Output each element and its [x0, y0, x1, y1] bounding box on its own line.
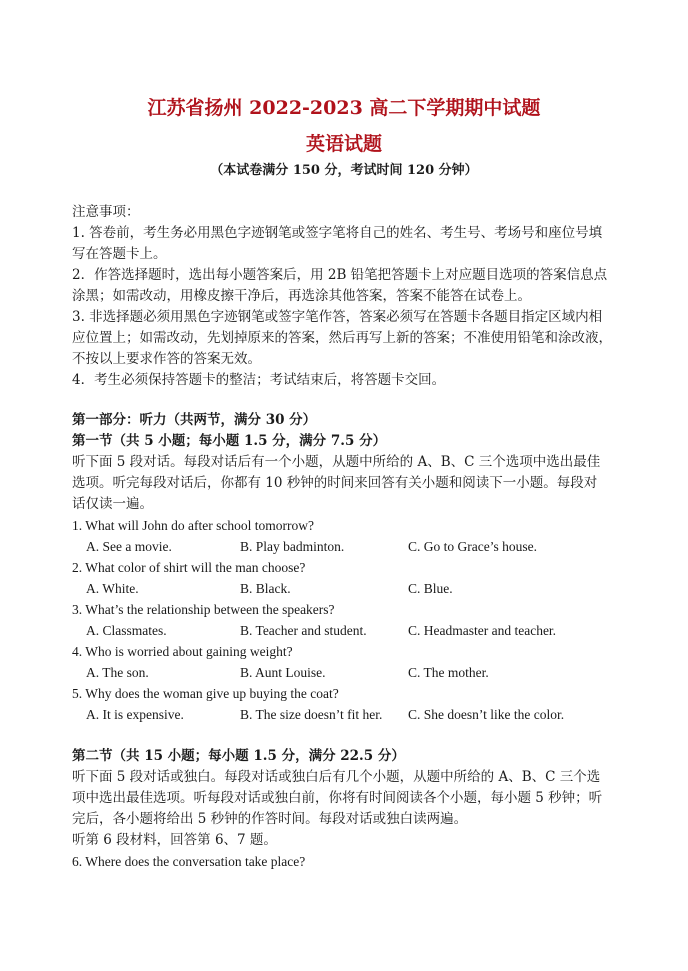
question-options-5 — [72, 704, 628, 725]
question-stem-2: 2. What color of shirt will the man choose? — [72, 560, 306, 575]
question-stem-1: 1. What will John do after school tomorrow? — [72, 518, 314, 533]
note-line: 3. 非选择题必须用黑色字迹钢笔或签字笔作答，答案必须写在答题卡各题目指定区域内相 — [72, 309, 603, 325]
option-b: B. Black. — [240, 581, 291, 596]
question-options-4 — [72, 662, 628, 683]
question-options-3 — [72, 620, 628, 641]
note-line: 涂黑；如需改动，用橡皮擦干净后，再选涂其他答案，答案不能答在试卷上。 — [72, 288, 531, 304]
subject-title: 英语试题 — [305, 133, 382, 155]
note-line: 2．作答选择题时，选出每小题答案后，用 2B 铅笔把答题卡上对应题目选项的答案信息点 — [72, 267, 608, 283]
section2-heading: 第二节（共 15 小题；每小题 1.5 分，满分 22.5 分） — [72, 748, 405, 764]
option-a: A. Classmates. — [86, 623, 167, 638]
option-b: B. The size doesn’t fit her. — [240, 707, 383, 722]
section1-heading: 第一节（共 5 小题；每小题 1.5 分，满分 7.5 分） — [72, 433, 387, 449]
question-stem-5: 5. Why does the woman give up buying the coat? — [72, 686, 339, 701]
section1-instruction-line: 选项。听完每段对话后，你都有 10 秒钟的时间来回答有关小题和阅读下一小题。每段对 — [72, 475, 598, 491]
option-c: C. Headmaster and teacher. — [408, 623, 557, 638]
option-a: A. See a movie. — [86, 539, 172, 554]
listening-part1 — [72, 410, 628, 872]
option-b: B. Aunt Louise. — [240, 665, 326, 680]
material-note: 听第 6 段材料，回答第 6、7 题。 — [72, 832, 277, 848]
question-stem-4: 4. Who is worried about gaining weight? — [72, 644, 293, 659]
section2-instruction-line: 听下面 5 段对话或独白。每段对话或独白后有几个小题，从题中所给的 A、B、C 三个选 — [72, 769, 601, 785]
option-a: A. The son. — [86, 665, 149, 680]
option-c: C. Go to Grace’s house. — [408, 539, 537, 554]
part1-heading: 第一部分：听力（共两节，满分 30 分） — [72, 412, 317, 428]
question-options-1 — [72, 536, 628, 557]
option-c: C. The mother. — [408, 665, 489, 680]
section2-instruction-line: 完后，各小题将给出 5 秒钟的作答时间。每段对话或独白读两遍。 — [72, 811, 468, 827]
question-options-2 — [72, 578, 628, 599]
option-b: B. Play badminton. — [240, 539, 345, 554]
option-c: C. She doesn’t like the color. — [408, 707, 565, 722]
question-stem-6: 6. Where does the conversation take place? — [72, 854, 306, 869]
question-stem-3: 3. What’s the relationship between the speakers? — [72, 602, 335, 617]
notes-section — [72, 202, 628, 391]
section1-instruction-line: 话仅读一遍。 — [72, 496, 153, 512]
section-spacer — [72, 725, 628, 746]
notes-heading: 注意事项： — [72, 204, 140, 220]
option-a: A. White. — [86, 581, 139, 596]
section2-instruction-line: 项中选出最佳选项。听每段对话或独白前，你将有时间阅读各个小题，每小题 5 秒钟；听 — [72, 790, 603, 806]
option-a: A. It is expensive. — [86, 707, 184, 722]
note-line: 写在答题卡上。 — [72, 246, 167, 262]
note-line: 不按以上要求作答的答案无效。 — [72, 351, 261, 367]
exam-title: 江苏省扬州 2022-2023 高二下学期期中试题 — [147, 97, 541, 119]
note-line: 4．考生必须保持答题卡的整洁；考试结束后，将答题卡交回。 — [72, 372, 446, 388]
option-b: B. Teacher and student. — [240, 623, 367, 638]
section1-instruction-line: 听下面 5 段对话。每段对话后有一个小题，从题中所给的 A、B、C 三个选项中选出最佳 — [72, 454, 601, 470]
note-line: 1. 答卷前，考生务必用黑色字迹钢笔或签字笔将自己的姓名、考生号、考场号和座位号填 — [72, 225, 603, 241]
exam-subtitle: （本试卷满分 150 分，考试时间 120 分钟） — [210, 163, 478, 178]
note-line: 应位置上；如需改动，先划掉原来的答案，然后再写上新的答案；不准使用铅笔和涂改液， — [72, 330, 612, 346]
option-c: C. Blue. — [408, 581, 453, 596]
